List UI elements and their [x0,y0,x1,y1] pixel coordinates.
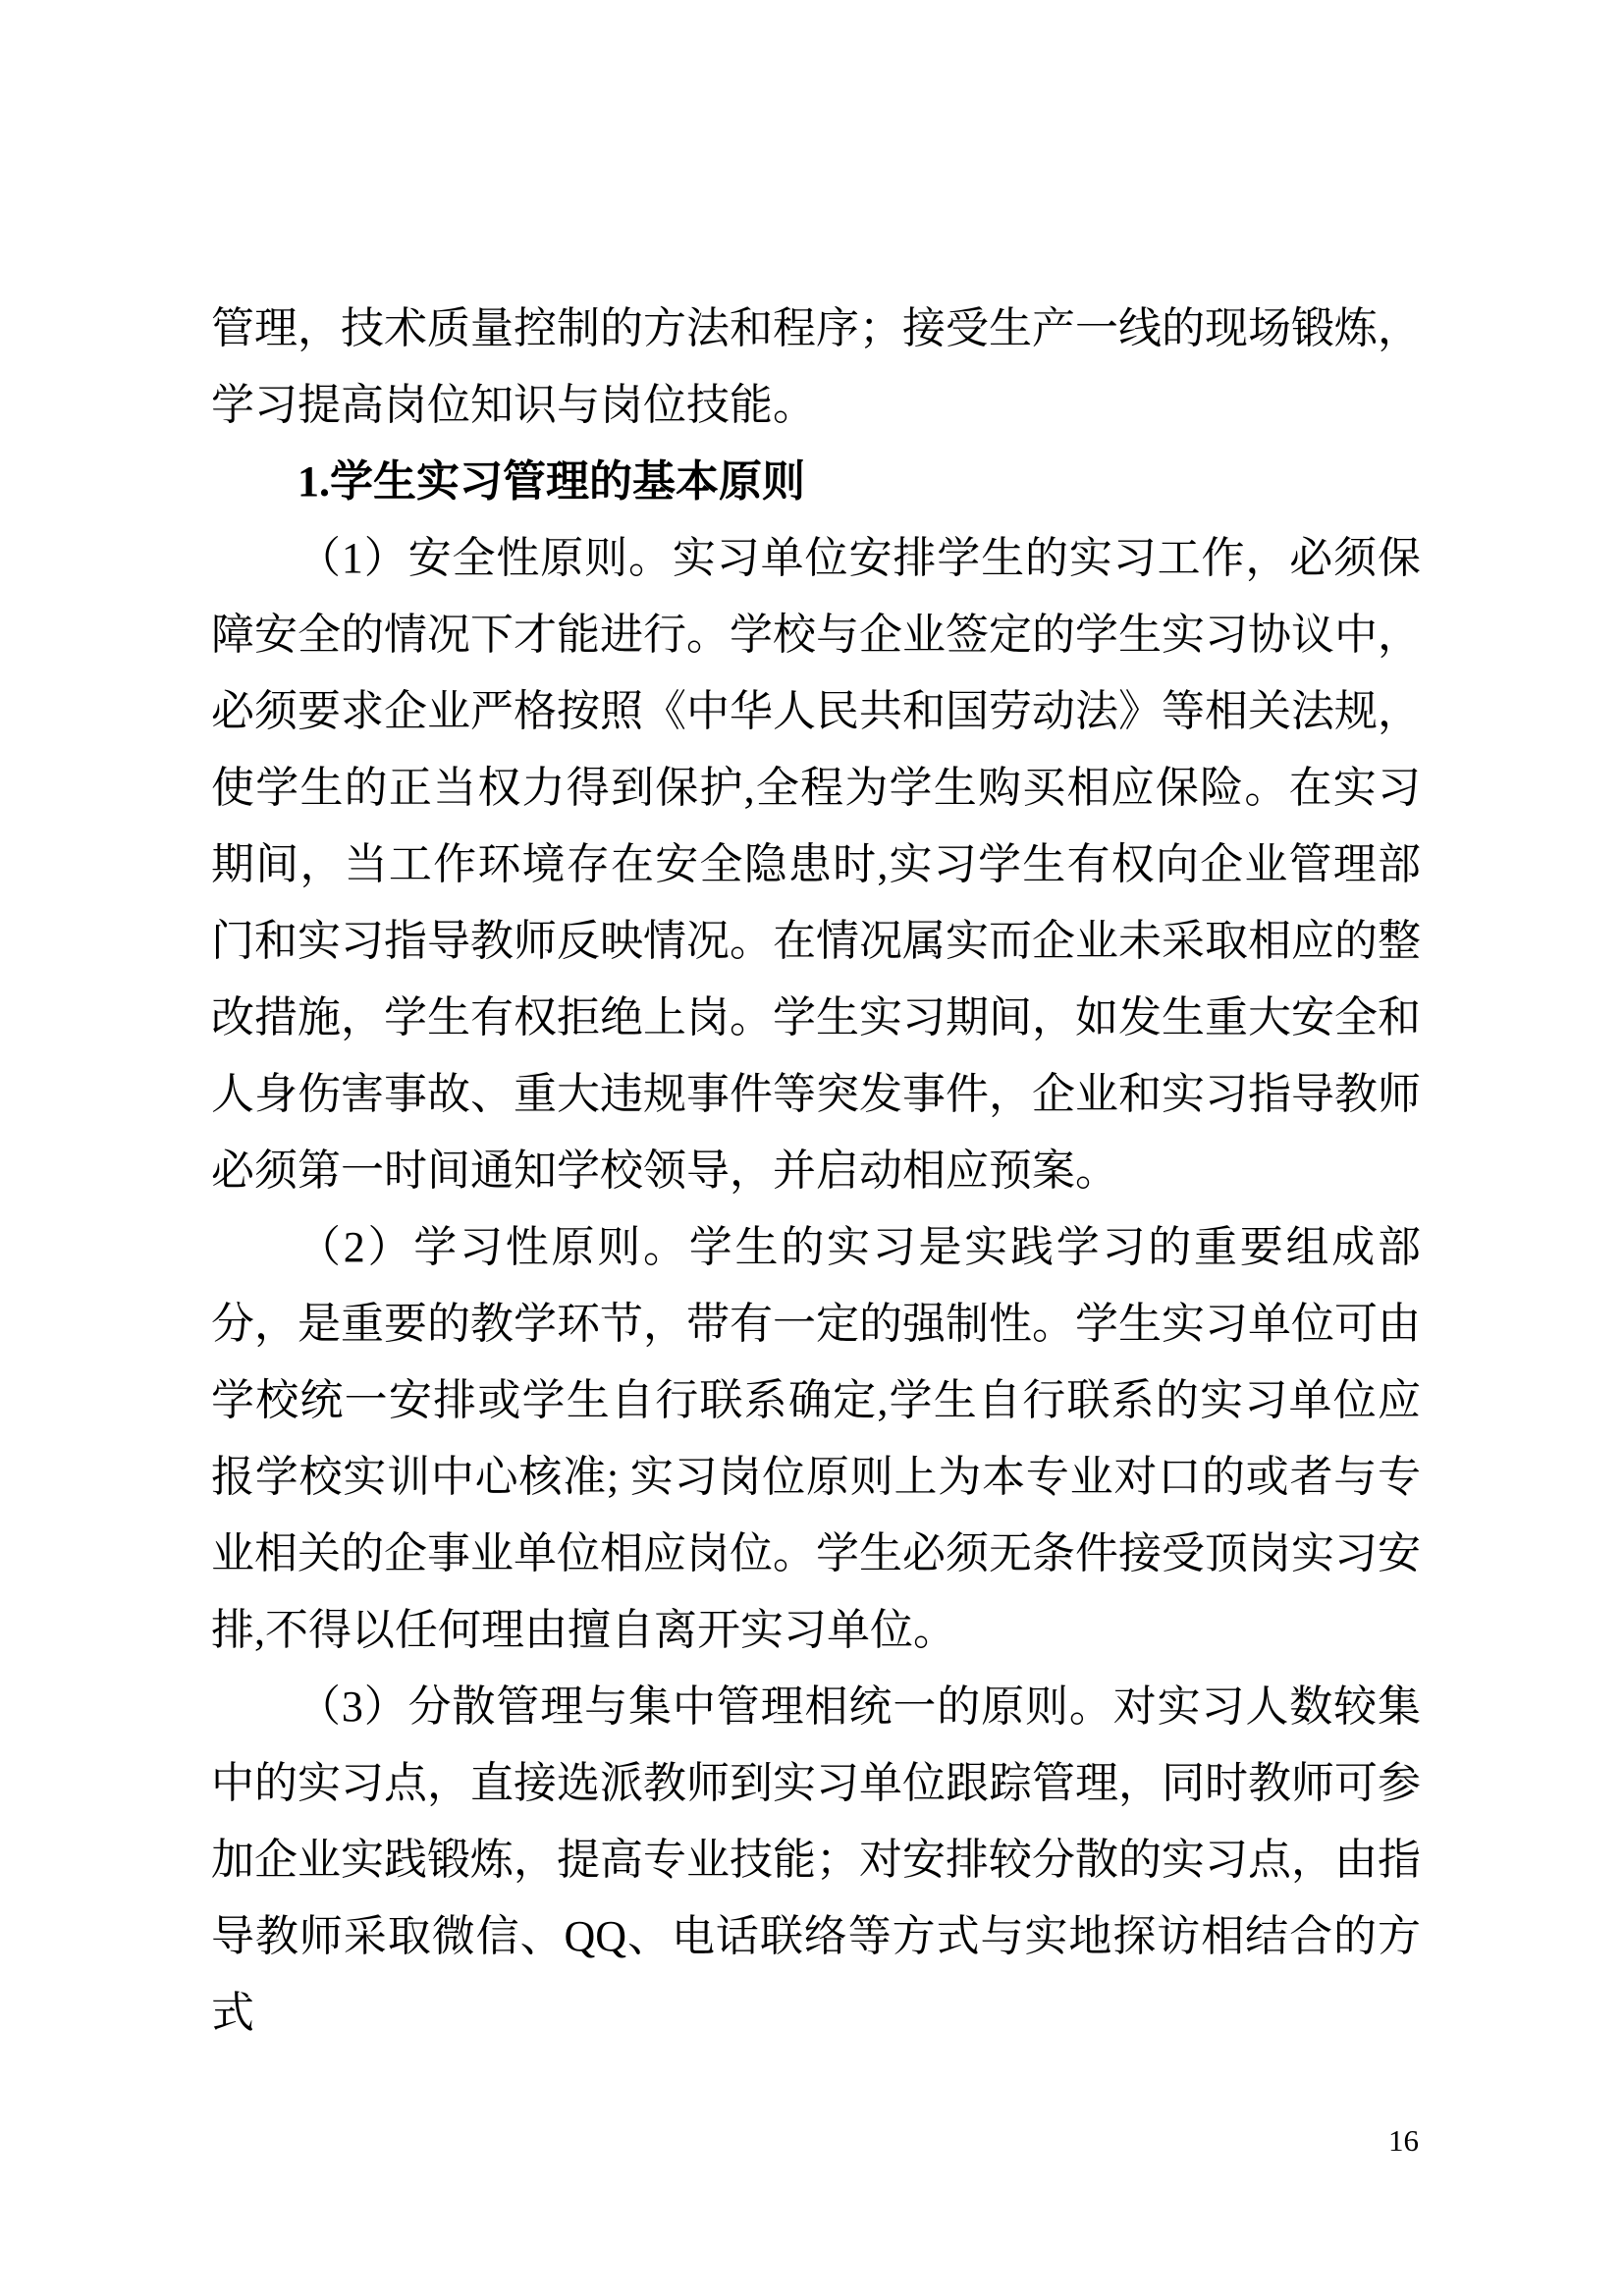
section-heading: 1.学生实习管理的基本原则 [298,457,805,506]
paragraph-principle-safety: （1）安全性原则。实习单位安排学生的实习工作，必须保障安全的情况下才能进行。学校与企业签定的学生实习协议中，必须要求企业严格按照《中华人民共和国劳动法》等相关法规，使学生的正当权力得到保护,全程为学生购买相应保险。在实习期间，当工作环境存在安全隐患时,实习学生有权向企业管理部门和实习指导教师反映情况。在情况属实而企业未采取相应的整改措施，学生有权拒绝上岗。学生实习期间，如发生重大安全和人身伤害事故、重大违规事件等突发事件，企业和实习指导教师必须第一时间通知学校领导，并启动相应预案。 [211,534,1421,1195]
page-number: 16 [1388,2123,1419,2158]
paragraph-principle-management: （3）分散管理与集中管理相统一的原则。对实习人数较集中的实习点，直接选派教师到实习单位跟踪管理，同时教师可参加企业实践锻炼，提高专业技能；对安排较分散的实习点，由指导教师采取微信、QQ、电话联络等方式与实地探访相结合的方式 [211,1682,1421,2037]
paragraph-intro-continuation: 管理，技术质量控制的方法和程序；接受生产一线的现场锻炼，学习提高岗位知识与岗位技能。 [211,304,1421,429]
text-block [211,291,1421,2052]
paragraph-principle-learning: （2）学习性原则。学生的实习是实践学习的重要组成部分，是重要的教学环节，带有一定的强制性。学生实习单位可由学校统一安排或学生自行联系确定,学生自行联系的实习单位应报学校实训中心核准; 实习岗位原则上为本专业对口的或者与专业相关的企事业单位相应岗位。学生必须无条件接受顶岗实习安排,不得以任何理由擅自离开实习单位。 [211,1223,1421,1654]
